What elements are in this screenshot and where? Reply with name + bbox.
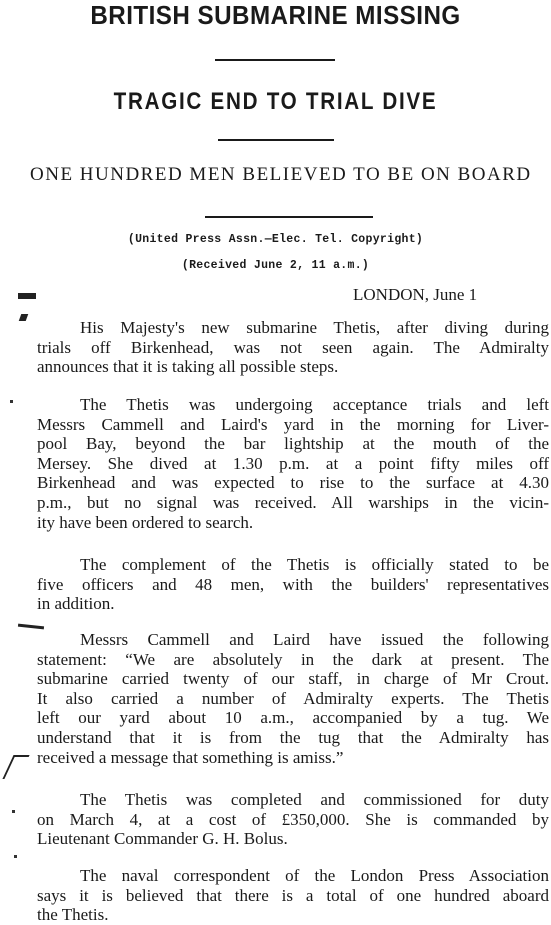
received-line: (Received June 2, 11 a.m.) bbox=[181, 259, 370, 272]
paragraph-line: ity have been ordered to search. bbox=[37, 512, 254, 532]
margin-mark-icon bbox=[19, 314, 29, 321]
paragraph-line: submarine carried twenty of our staff, in charge of Mr Crout. bbox=[37, 669, 549, 689]
paragraph-line: in addition. bbox=[37, 594, 115, 614]
margin-mark-icon bbox=[12, 810, 15, 813]
paragraph-line: says it is believed that there is a total of one hundred aboard bbox=[37, 885, 549, 905]
paragraph-line: announces that it is taking all possible steps. bbox=[37, 357, 339, 377]
article-paragraph bbox=[37, 790, 549, 849]
paragraph-line: Mersey. She dived at 1.30 p.m. at a point fifty miles off bbox=[37, 453, 549, 473]
paragraph-line: Lieutenant Commander G. H. Bolus. bbox=[37, 829, 288, 849]
dateline: LONDON, June 1 bbox=[353, 285, 478, 304]
paragraph-line: The Thetis was undergoing acceptance trials and left bbox=[80, 395, 549, 414]
article-paragraph bbox=[37, 630, 549, 767]
margin-mark-icon bbox=[2, 755, 29, 779]
paragraph-line: pool Bay, beyond the bar lightship at the mouth of the bbox=[37, 434, 549, 454]
margin-mark-icon bbox=[14, 855, 17, 858]
paragraph-line: understand that it is from the tug that the Admiralty has bbox=[37, 727, 549, 747]
paragraph-line: The Thetis was completed and commissioned for duty bbox=[80, 790, 549, 809]
paragraph-line: Messrs Cammell and Laird have issued the following bbox=[80, 630, 549, 649]
subheadline: TRAGIC END TO TRIAL DIVE bbox=[113, 88, 438, 115]
paragraph-line: left our yard about 10 a.m., accompanied by a tug. We bbox=[37, 708, 549, 728]
article-paragraph bbox=[37, 318, 549, 377]
article-paragraph bbox=[37, 395, 549, 532]
credit-line: (United Press Assn.—Elec. Tel. Copyright) bbox=[127, 233, 424, 246]
article-paragraph bbox=[37, 866, 549, 925]
paragraph-line: Messrs Cammell and Laird's yard in the morning for Liver- bbox=[37, 414, 549, 434]
paragraph-line: Birkenhead and was expected to rise to the surface at 4.30 bbox=[37, 473, 549, 493]
paragraph-line: p.m., but no signal was received. All warships in the vicin- bbox=[37, 492, 549, 512]
deck-headline: ONE HUNDRED MEN BELIEVED TO BE ON BOARD bbox=[30, 164, 532, 185]
paragraph-line: His Majesty's new submarine Thetis, after diving during bbox=[80, 318, 549, 337]
paragraph-line: trials off Birkenhead, was not seen again. The Admiralty bbox=[37, 337, 549, 357]
paragraph-line: five officers and 48 men, with the builders' representatives bbox=[37, 574, 549, 594]
margin-mark-icon bbox=[18, 293, 36, 299]
paragraph-line: on March 4, at a cost of £350,000. She is commanded by bbox=[37, 809, 549, 829]
paragraph-line: The naval correspondent of the London Press Association bbox=[80, 866, 549, 885]
margin-mark-icon bbox=[18, 624, 44, 630]
paragraph-line: It also carried a number of Admiralty experts. The Thetis bbox=[37, 688, 549, 708]
divider-rule-2 bbox=[218, 139, 334, 141]
paragraph-line: statement: “We are absolutely in the dark at present. The bbox=[37, 649, 549, 669]
paragraph-line: The complement of the Thetis is officially stated to be bbox=[80, 555, 549, 574]
paragraph-line: the Thetis. bbox=[37, 905, 109, 925]
margin-mark-icon bbox=[10, 400, 13, 403]
headline: BRITISH SUBMARINE MISSING bbox=[90, 0, 461, 30]
divider-rule-3 bbox=[205, 216, 373, 218]
divider-rule-1 bbox=[215, 59, 335, 61]
paragraph-line: received a message that something is amiss.” bbox=[37, 747, 344, 767]
article-paragraph bbox=[37, 555, 549, 614]
